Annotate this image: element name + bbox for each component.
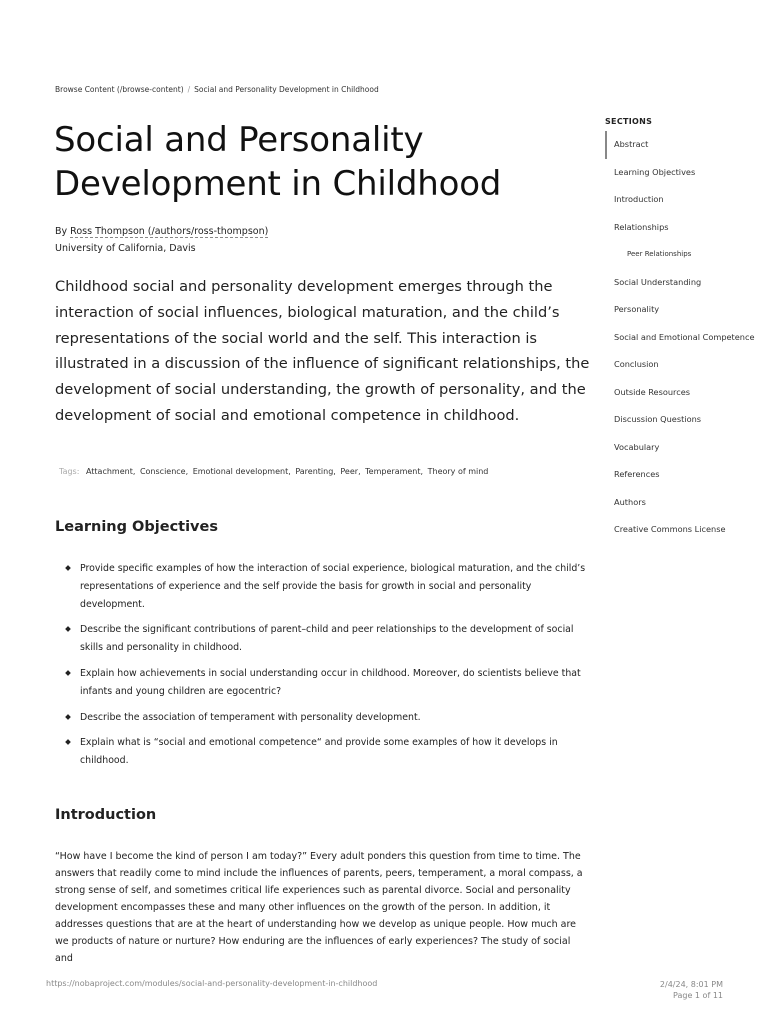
- sidebar-item-introduction[interactable]: Introduction: [614, 194, 664, 204]
- sidebar-item-vocabulary[interactable]: Vocabulary: [614, 441, 660, 452]
- tags-row: [59, 467, 490, 476]
- sections-title: SECTIONS: [605, 117, 653, 126]
- tag-link[interactable]: Theory of mind: [427, 467, 489, 476]
- list-item: [66, 709, 586, 727]
- author-affiliation: University of California, Davis: [55, 243, 196, 254]
- sidebar-item-references[interactable]: References: [614, 469, 660, 479]
- tag-link[interactable]: Parenting,: [295, 467, 336, 476]
- objective-text: Explain what is “social and emotional competence“ and provide some examples of how it develops in childhood.: [80, 737, 558, 767]
- footer-page-number: Page 1 of 11: [673, 991, 723, 1000]
- tag-link[interactable]: Temperament,: [365, 467, 424, 476]
- sidebar-item-social-emotional-competence[interactable]: Social and Emotional Competence: [614, 331, 755, 342]
- learning-objectives-heading: Learning Objectives: [55, 519, 218, 535]
- breadcrumb: [55, 85, 379, 94]
- bullet-icon: [65, 670, 71, 676]
- sidebar-item-outside-resources[interactable]: Outside Resources: [614, 386, 691, 397]
- bullet-icon: [65, 714, 71, 720]
- footer-url: https://nobaproject.com/modules/social-and-personality-development-in-childhood: [46, 979, 378, 988]
- sections-list: [605, 131, 755, 544]
- tags-label: Tags:: [59, 467, 80, 476]
- sidebar-item-personality[interactable]: Personality: [614, 304, 660, 314]
- sidebar-item-learning-objectives[interactable]: Learning Objectives: [614, 166, 696, 177]
- tag-link[interactable]: Peer,: [340, 467, 361, 476]
- page-title: Social and Personality Development in Childhood: [54, 120, 502, 204]
- list-item: [66, 560, 586, 613]
- sidebar-item-conclusion[interactable]: Conclusion: [614, 359, 659, 369]
- sidebar-item-discussion-questions[interactable]: Discussion Questions: [614, 414, 702, 424]
- list-item: [66, 665, 586, 701]
- learning-objectives-list: [66, 560, 586, 778]
- tag-link[interactable]: Conscience,: [139, 467, 189, 476]
- breadcrumb-separator: /: [187, 85, 191, 94]
- abstract-text: Childhood social and personality development emerges through the interaction of social influences, biological maturation, and the child’s representations of the social world and the self. This interaction is illustrated in a discussion of the influence of significant relationships, the development of social understanding, the growth of personality, and the development of social and emotional competence in childhood.: [55, 278, 590, 424]
- sidebar-item-peer-relationships[interactable]: Peer Relationships: [627, 250, 692, 258]
- bullet-icon: [65, 740, 71, 746]
- sidebar-item-relationships[interactable]: Relationships: [614, 221, 669, 232]
- footer-info: [660, 979, 723, 1001]
- introduction-heading: Introduction: [55, 807, 157, 823]
- footer-date: 2/4/24, 8:01 PM: [659, 980, 723, 989]
- list-item: [66, 621, 586, 657]
- objective-text: Describe the significant contributions of parent–child and peer relationships to the development of social skills and personality in childhood.: [80, 624, 574, 654]
- breadcrumb-link-browse[interactable]: Browse Content (/browse-content): [55, 85, 184, 94]
- introduction-text: “How have I become the kind of person I am today?” Every adult ponders this question from time to time. The answers that readily come to mind include the influences of parents, peers, temperament, a moral compass, a strong sense of self, and sometimes critical life experiences such as parental divorce. Social and personality development encompasses these and many other influences on the growth of the person. In addition, it addresses questions that are at the heart of understanding how we develop as unique people. How much are we products of nature or nurture? How enduring are the influences of early experiences? The study of social and: [55, 851, 583, 964]
- tag-link[interactable]: Emotional development,: [192, 467, 291, 476]
- list-item: [66, 734, 586, 770]
- sidebar-item-social-understanding[interactable]: Social Understanding: [614, 276, 702, 287]
- byline-prefix: By: [55, 226, 68, 237]
- objective-text: Explain how achievements in social understanding occur in childhood. Moreover, do scientists believe that infants and young children are egocentric?: [80, 667, 581, 697]
- sidebar-item-authors[interactable]: Authors: [614, 496, 646, 507]
- breadcrumb-current[interactable]: Social and Personality Development in Childhood: [194, 85, 379, 94]
- bullet-icon: [65, 565, 71, 571]
- tag-link[interactable]: Attachment,: [85, 467, 136, 476]
- objective-text: Describe the association of temperament with personality development.: [80, 711, 421, 723]
- sidebar-item-abstract[interactable]: Abstract: [605, 131, 725, 159]
- author-link[interactable]: Ross Thompson (/authors/ross-thompson): [70, 226, 269, 237]
- author-line: [55, 223, 268, 240]
- sidebar-item-creative-commons[interactable]: Creative Commons License: [614, 524, 726, 534]
- objective-text: Provide specific examples of how the interaction of social experience, biological maturation, and the child’s representations of experience and the self provide the basis for growth in social and personality development.: [80, 563, 586, 610]
- bullet-icon: [65, 627, 71, 633]
- byline: [55, 223, 268, 257]
- sections-sidebar: [605, 117, 755, 544]
